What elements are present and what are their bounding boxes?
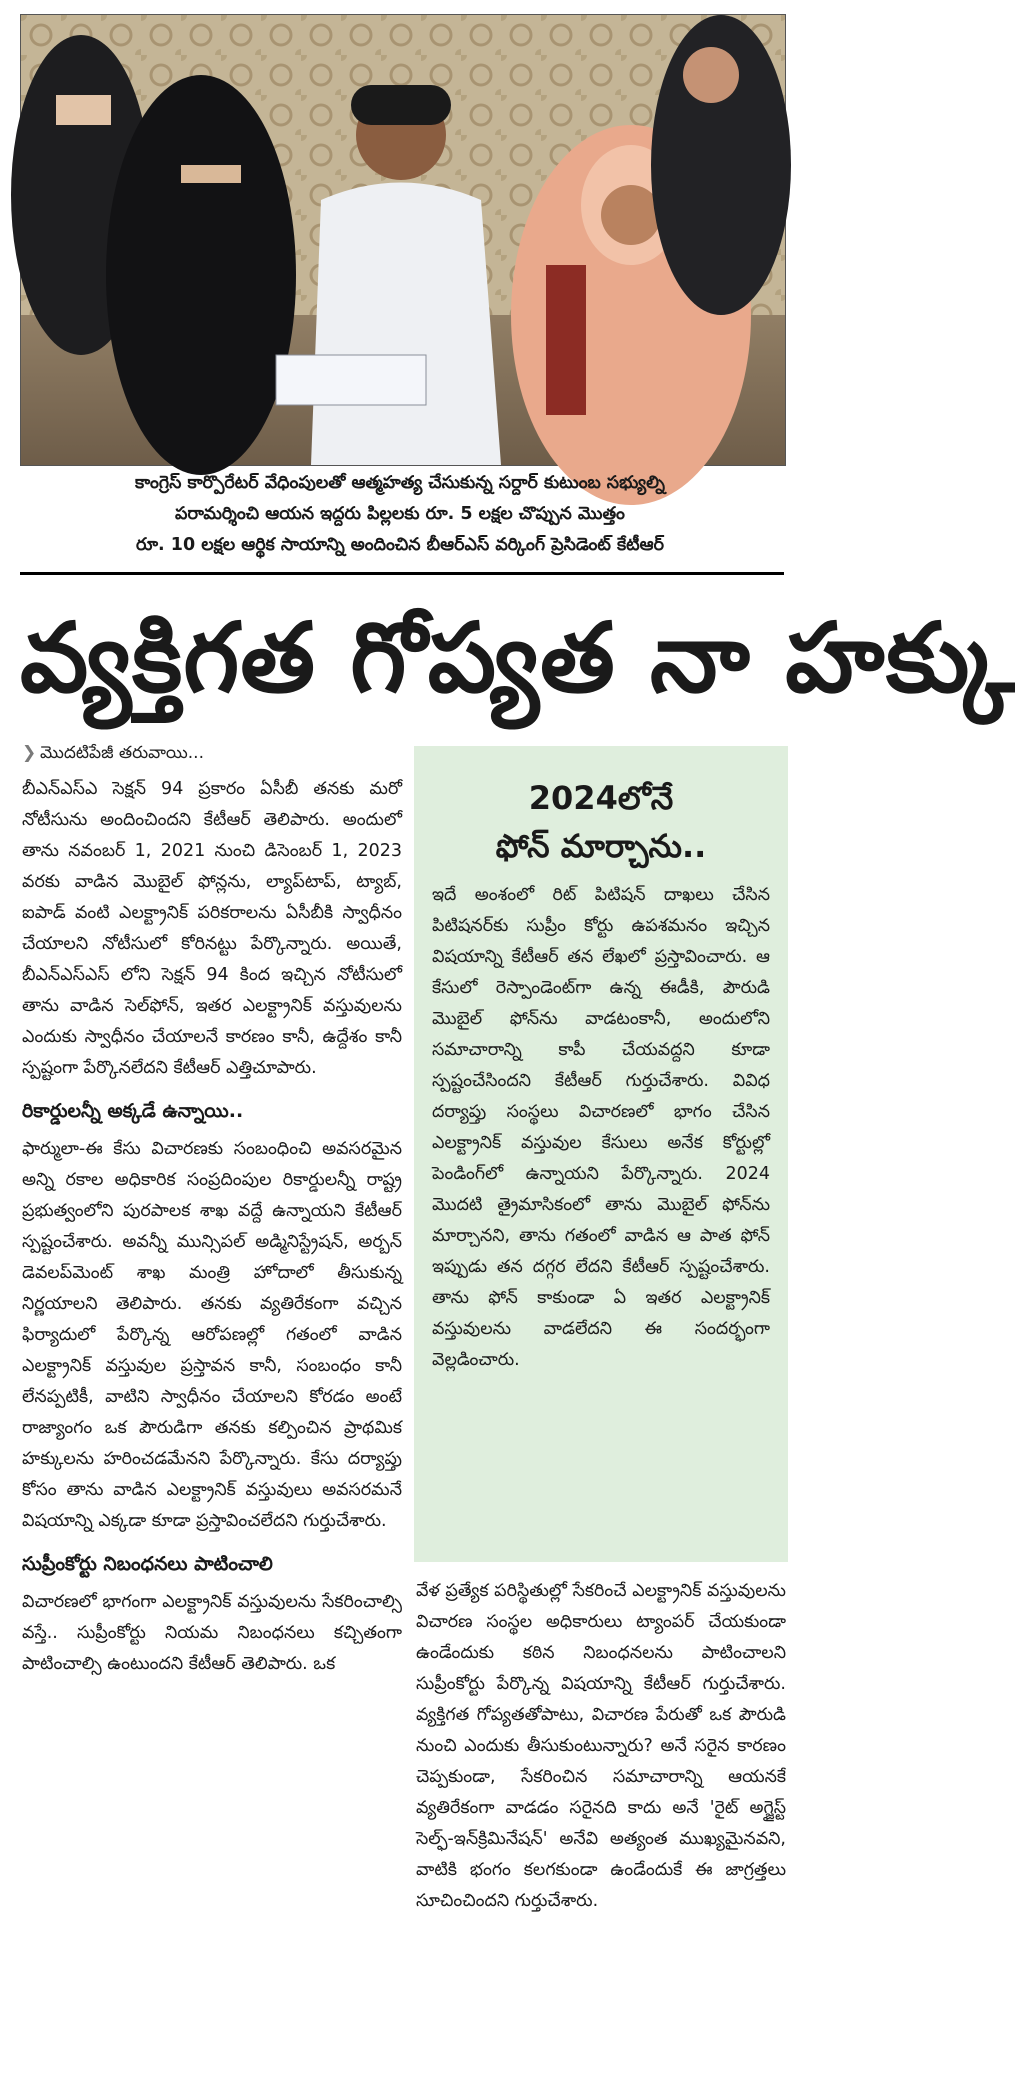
subheading: రికార్డులన్నీ అక్కడే ఉన్నాయి.. — [22, 1100, 244, 1122]
photo-caption — [36, 468, 764, 561]
box-title-line: 2024లోనే — [528, 779, 674, 817]
box-title-line: ఫోన్ మార్చాను.. — [495, 827, 707, 865]
sidebar-box — [414, 746, 788, 1562]
left-column — [22, 738, 402, 1688]
box-paragraph: ఇదే అంశంలో రిట్ పిటిషన్ దాఖలు చేసిన పిటిషనర్‌కు సుప్రీం కోర్టు ఉపశమనం ఇచ్చిన విషయాన్ని కేటీఆర్ తన లేఖలో ప్రస్తావించారు. ఆ కేసులో రెస్పాండెంట్‌గా ఉన్న ఈడీకి, పౌరుడి మొబైల్ ఫోన్‌ను వాడటంకానీ, అందులోని సమాచారాన్ని కాపీ చేయవద్దని కూడా స్పష్టంచేసిందని కేటీఆర్ గుర్తుచేశారు. వివిధ దర్యాప్తు సంస్థలు విచారణలో భాగం చేసిన ఎలక్ట్రానిక్ వస్తువుల కేసులు అనేక కోర్టుల్లో పెండింగ్‌లో ఉన్నాయని పేర్కొన్నారు. 2024 మొదటి త్రైమాసికంలో తాను మొబైల్ ఫోన్‌ను మార్చానని, తాను గతంలో వాడిన ఆ పాత ఫోన్ ఇప్పుడు తన దగ్గర లేదని కేటీఆర్ స్పష్టంచేశారు. తాను ఫోన్ కాకుండా ఏ ఇతర ఎలక్ట్రానిక్ వస్తువులను వాడలేదని ఈ సందర్భంగా వెల్లడించారు. — [432, 885, 770, 1370]
headline: వ్యక్తిగత గోప్యత నా హక్కు — [20, 602, 1015, 714]
photo-illustration — [21, 15, 785, 465]
article-paragraph: విచారణలో భాగంగా ఎలక్ట్రానిక్ వస్తువులను సేకరించాల్సి వస్తే.. సుప్రీంకోర్టు నియమ నిబంధనలు కచ్చితంగా పాటించాల్సి ఉంటుందని కేటీఆర్ తెలిపారు. ఒక — [22, 1592, 402, 1674]
caption-line: రూ. 10 లక్షల ఆర్థిక సాయాన్ని అందించిన బీఆర్ఎస్ వర్కింగ్ ప్రెసిడెంట్ కేటీఆర్ — [135, 535, 665, 555]
article-paragraph: బీఎన్ఎస్ఎ సెక్షన్ 94 ప్రకారం ఏసీబీ తనకు మరో నోటీసును అందించిందని కేటీఆర్ తెలిపారు. అందులో తాను నవంబర్ 1, 2021 నుంచి డిసెంబర్ 1, 2023 వరకు వాడిన మొబైల్ ఫోన్లను, ల్యాప్‌టాప్, ట్యాబ్, ఐపాడ్ వంటి ఎలక్ట్రానిక్ పరికరాలను ఏసీబీకి స్వాధీనం చేయాలని నోటీసులో కోరినట్టు పేర్కొన్నారు. అయితే, బీఎన్ఎస్ఎస్ లోని సెక్షన్ 94 కింద ఇచ్చిన నోటీసులో తాను వాడిన సెల్‌ఫోన్, ఇతర ఎలక్ట్రానిక్ వస్తువులను ఎందుకు స్వాధీనం చేయాలనే కారణం కానీ, ఉద్దేశం కానీ స్పష్టంగా పేర్కొనలేదని కేటీఆర్ ఎత్తిచూపారు. — [22, 779, 402, 1078]
chevron-right-icon: ❯ — [22, 743, 37, 763]
caption-line: పరామర్శించి ఆయన ఇద్దరు పిల్లలకు రూ. 5 లక్షల చొప్పున మొత్తం — [175, 504, 625, 524]
news-photo — [20, 14, 786, 466]
right-column — [416, 1576, 786, 1925]
article-paragraph: వేళ ప్రత్యేక పరిస్థితుల్లో సేకరించే ఎలక్ట్రానిక్ వస్తువులను విచారణ సంస్థల అధికారులు ట్యాంపర్ చేయకుండా ఉండేందుకు కఠిన నిబంధనలను పాటించాలని సుప్రీంకోర్టు పేర్కొన్న విషయాన్ని కేటీఆర్ గుర్తుచేశారు. వ్యక్తిగత గోప్యతతోపాటు, విచారణ పేరుతో ఒక పౌరుడి నుంచి ఎందుకు తీసుకుంటున్నారు? అనే సరైన కారణం చెప్పకుండా, సేకరించిన సమాచారాన్ని ఆయనకే వ్యతిరేకంగా వాడడం సరైనది కాదు అనే 'రైట్ అగ్జైస్ట్ సెల్ఫ్-ఇన్‌క్రిమినేషన్' అనేవి అత్యంత ముఖ్యమైనవని, వాటికి భంగం కలగకుండా ఉండేందుకే ఈ జాగ్రత్తలు సూచించిందని గుర్తుచేశారు. — [416, 1581, 786, 1911]
caption-line: కాంగ్రెస్ కార్పొరేటర్ వేధింపులతో ఆత్మహత్య చేసుకున్న సర్దార్ కుటుంబ సభ్యుల్ని — [135, 473, 665, 493]
box-title — [432, 774, 770, 870]
continued-label: మొదటిపేజీ తరువాయి... — [40, 743, 204, 763]
article-paragraph: ఫార్ములా-ఈ కేసు విచారణకు సంబంధించి అవసరమైన అన్ని రకాల అధికారిక సంప్రదింపుల రికార్డులన్నీ రాష్ట్ర ప్రభుత్వంలోని పురపాలక శాఖ వద్దే ఉన్నాయని కేటీఆర్ స్పష్టంచేశారు. అవన్నీ మున్సిపల్ అడ్మినిస్ట్రేషన్, అర్బన్ డెవలప్‌మెంట్ శాఖ మంత్రి హోదాలో తీసుకున్న నిర్ణయాలని తెలిపారు. తనకు వ్యతిరేకంగా వచ్చిన ఫిర్యాదులో పేర్కొన్న ఆరోపణల్లో గతంలో వాడిన ఎలక్ట్రానిక్ వస్తువుల ప్రస్తావన కానీ, సంబంధం కానీ లేనప్పటికీ, వాటిని స్వాధీనం చేయాలని కోరడం అంటే రాజ్యాంగం ఒక పౌరుడిగా తనకు కల్పించిన ప్రాథమిక హక్కులను హరించడమేనని పేర్కొన్నారు. కేసు దర్యాప్తు కోసం తాను వాడిన ఎలక్ట్రానిక్ వస్తువులు అవసరమనే విషయాన్ని ఎక్కడా కూడా ప్రస్తావించలేదని గుర్తుచేశారు. — [22, 1139, 402, 1531]
continued-from-front-page — [22, 738, 402, 768]
caption-divider — [20, 572, 784, 575]
subheading: సుప్రీంకోర్టు నిబంధనలు పాటించాలి — [22, 1553, 273, 1575]
